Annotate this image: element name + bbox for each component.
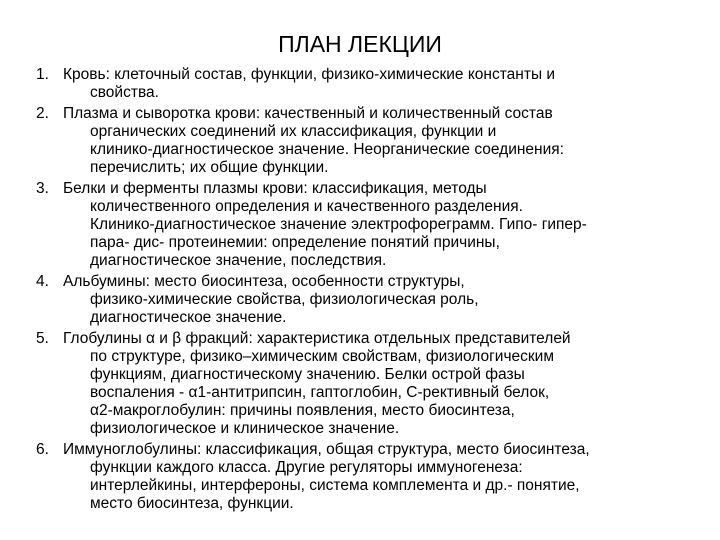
item-line: Кровь: клеточный состав, функции, физико-химические константы и <box>63 66 556 83</box>
item-line: функции каждого класса. Другие регуляторы иммуногенеза: <box>90 459 523 476</box>
item-number: 5. <box>36 330 49 347</box>
item-number: 4. <box>36 273 49 290</box>
item-line: перечислить; их общие функции. <box>90 159 329 176</box>
item-line: Альбумины: место биосинтеза, особенности структуры, <box>63 273 465 290</box>
item-line: диагностическое значение. <box>90 309 287 326</box>
item-line: Клинико-диагностическое значение электрофореграмм. Гипо- гипер- <box>90 216 587 233</box>
item-number: 3. <box>36 180 49 197</box>
item-line: Плазма и сыворотка крови: качественный и количественный состав <box>63 105 553 122</box>
item-number: 6. <box>36 441 49 458</box>
item-line: диагностическое значение, последствия. <box>90 252 387 269</box>
item-line: по структуре, физико–химическим свойствам, физиологическим <box>90 348 555 365</box>
item-line: Иммуноглобулины: классификация, общая структура, место биосинтеза, <box>63 441 590 458</box>
list-item <box>36 330 684 438</box>
item-number: 2. <box>36 105 49 122</box>
item-line: интерлейкины, интерфероны, система комплемента и др.- понятие, <box>90 477 580 494</box>
item-line: физиологическое и клиническое значение. <box>90 420 400 437</box>
item-line: органических соединений их классификация, функции и <box>90 123 497 140</box>
item-line: физико-химические свойства, физиологическая роль, <box>90 291 479 308</box>
list-item <box>36 273 684 327</box>
list-item <box>36 105 684 177</box>
list-item <box>36 180 684 270</box>
item-line: функциям, диагностическому значению. Белки острой фазы <box>90 366 525 383</box>
item-line: Белки и ферменты плазмы крови: классификация, методы <box>63 180 487 197</box>
list-item <box>36 66 684 102</box>
item-line: клинико-диагностическое значение. Неорганические соединения: <box>90 141 564 158</box>
item-line: воспаления - α1-антитрипсин, гаптоглобин, С-рективный белок, <box>90 384 550 401</box>
item-line: место биосинтеза, функции. <box>90 495 294 512</box>
slide-title: ПЛАН ЛЕКЦИИ <box>278 31 442 57</box>
lecture-plan-list <box>36 66 684 516</box>
list-item <box>36 441 684 513</box>
item-number: 1. <box>36 66 49 83</box>
item-line: α2-макроглобулин: причины появления, место биосинтеза, <box>90 402 515 419</box>
item-line: количественного определения и качественного разделения. <box>90 198 523 215</box>
item-line: Глобулины α и β фракций: характеристика отдельных представителей <box>63 330 571 347</box>
item-line: свойства. <box>90 84 159 101</box>
item-line: пара- дис- протеинемии: определение понятий причины, <box>90 234 500 251</box>
